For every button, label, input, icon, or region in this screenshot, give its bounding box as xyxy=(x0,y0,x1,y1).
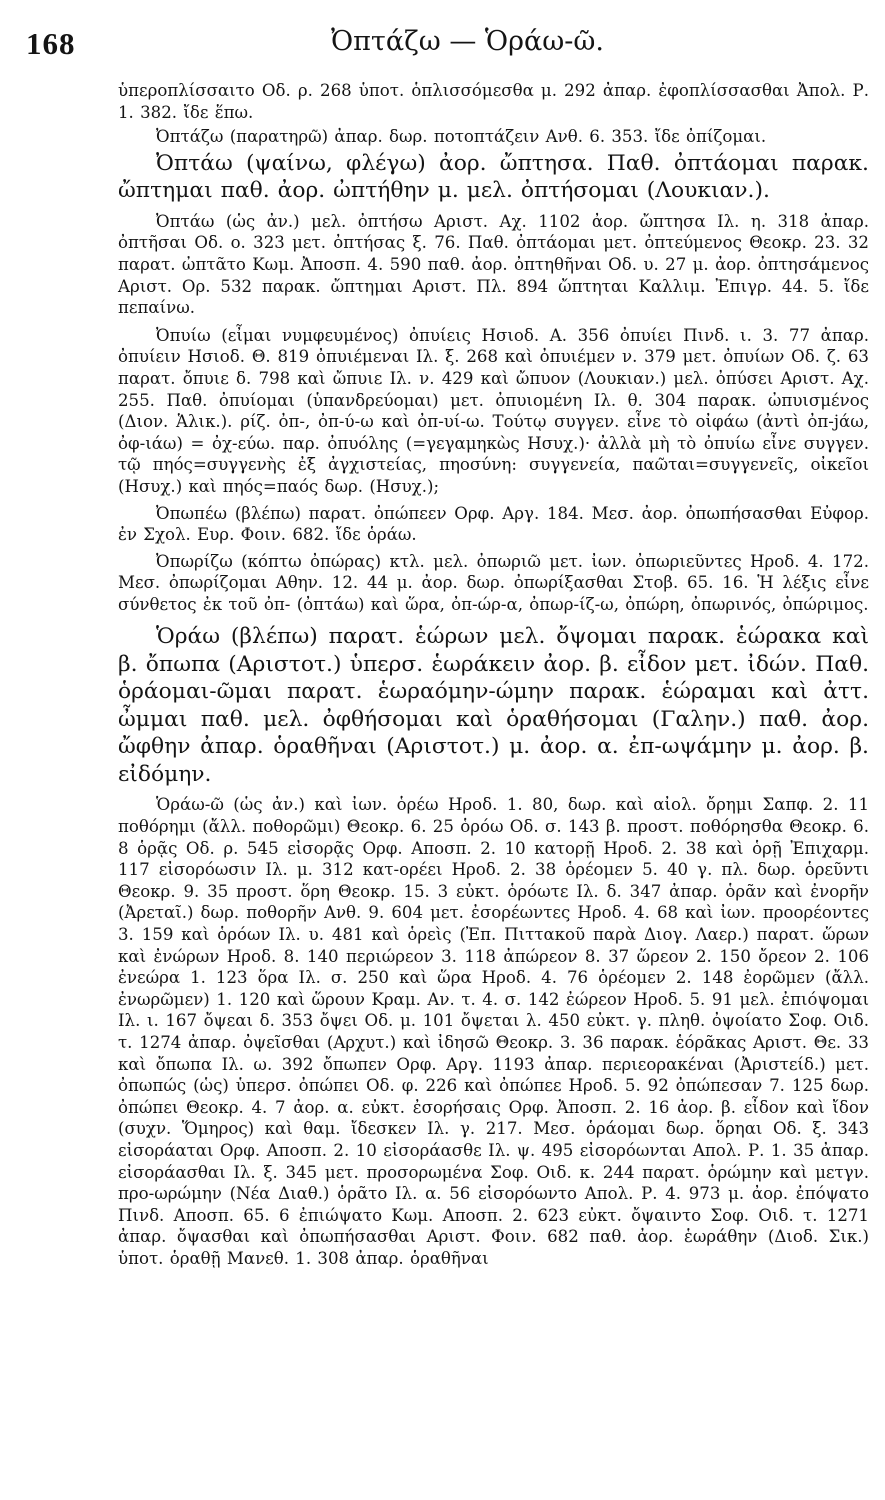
entry-opuio: Ὀπυίω (εἶμαι νυμφευμένος) ὀπυίεις Ησιοδ. Α. 356 ὀπυίει Πινδ. ι. 3. 77 ἀπαρ. ὀπυίειν Ησιοδ. Θ. 819 ὀπυιέμεναι Ιλ. ξ. 268 καὶ ὀπυιέμεν ν. 379 μετ. ὀπυίων Οδ. ζ. 63 παρατ. ὄπυιε δ. 798 καὶ ὤπυιε Ιλ. ν. 429 καὶ ὤπυον (Λουκιαν.) μελ. ὀπύσει Αριστ. Αχ. 255. Παθ. ὀπυίομαι (ὑπανδρεύομαι) μετ. ὀπυιομένη Ιλ. θ. 304 παρακ. ὠπυισμένος (Διον. Ἁλικ.). ρίζ. ὀπ-, ὀπ-ύ-ω καὶ ὀπ-υί-ω. Τούτῳ συγγεν. εἶνε τὸ οἰφάω (ἀντὶ ὀπ-jάω, ὀφ-ιάω) = ὀχ-εύω. παρ. ὀπυόλης (=γεγαμηκὼς Ησυχ.)· ἀλλὰ μὴ τὸ ὀπυίω εἶνε συγγεν. τῷ πηός=συγγενὴς ἐξ ἀγχιστείας, πηοσύνη: συγγενεία, παῶται=συγγενεῖς, οἰκεῖοι (Ησυχ.) καὶ πηός=παός δωρ. (Ησυχ.); xyxy=(118,325,869,496)
entry-optao-headword: Ὀπτάω (ψαίνω, φλέγω) ἀορ. ὤπτησα. Παθ. ὀπτάομαι παρακ. ὤπτημαι παθ. ἀορ. ὠπτήθην μ. μελ. ὀπτήσομαι (Λουκιαν.). xyxy=(118,150,869,204)
page-header xyxy=(26,22,869,66)
entry-optazo: Ὀπτάζω (παρατηρῶ) ἀπαρ. δωρ. ποτοπτάζειν Ανθ. 6. 353. ἴδε ὀπίζομαι. xyxy=(156,127,767,147)
entry-horao-headword: Ὁράω (βλέπω) παρατ. ἑώρων μελ. ὄψομαι παρακ. ἑώρακα καὶ β. ὄπωπα (Αριστοτ.) ὑπερσ. ἑωράκειν ἀορ. β. εἶδον μετ. ἰδών. Παθ. ὁράομαι-ῶμαι παρατ. ἑωραόμην-ώμην παρακ. ἑώραμαι καὶ ἀττ. ὦμμαι παθ. μελ. ὀφθήσομαι καὶ ὁραθήσομαι (Γαλην.) παθ. ἀορ. ὤφθην ἀπαρ. ὁραθῆναι (Αριστοτ.) μ. ἀορ. α. ἐπ-ωψάμην μ. ἀορ. β. εἰδόμην. xyxy=(118,624,869,787)
entry-horao-forms: Ὁράω-ῶ (ὡς ἀν.) καὶ ἰων. ὁρέω Ηροδ. 1. 80, δωρ. καὶ αἰολ. ὄρημι Σαπφ. 2. 11 ποθόρημι (ἄλλ. ποθορῶμι) Θεοκρ. 6. 25 ὁρόω Οδ. σ. 143 β. προστ. ποθόρησθα Θεοκρ. 6. 8 ὁρᾷς Οδ. ρ. 545 εἰσορᾷς Ορφ. Αποσπ. 2. 10 κατορῇ Ηροδ. 2. 38 καὶ ὁρῇ Ἐπιχαρμ. 117 εἰσορόωσιν Ιλ. μ. 312 κατ-ορέει Ηροδ. 2. 38 ὁρέομεν 5. 40 γ. πλ. δωρ. ὁρεῦντι Θεοκρ. 9. 35 προστ. ὅρη Θεοκρ. 15. 3 εὐκτ. ὁρόωτε Ιλ. δ. 347 ἀπαρ. ὁρᾶν καὶ ἐνορῆν (Ἀρεταῖ.) δωρ. ποθορῆν Ανθ. 9. 604 μετ. ἐσορέωντες Ηροδ. 4. 68 καὶ ἰων. προορέοντες 3. 159 καὶ ὁρόων Ιλ. υ. 481 καὶ ὁρεὶς (Ἐπ. Πιττακοῦ παρὰ Διογ. Λαερ.) παρατ. ὥρων καὶ ἐνώρων Ηροδ. 8. 140 περιώρεον 3. 118 ἀπώρεον 8. 37 ὥρεον 2. 150 ὄρεον 2. 106 ἐνεώρα 1. 123 ὅρα Ιλ. σ. 250 καὶ ὥρα Ηροδ. 4. 76 ὁρέομεν 2. 148 ἐορῶμεν (ἄλλ. ἐνωρῶμεν) 1. 120 καὶ ὥρουν Κραμ. Αν. τ. 4. σ. 142 ἐώρεον Ηροδ. 5. 91 μελ. ἐπιόψομαι Ιλ. ι. 167 ὄψεαι δ. 353 ὄψει Οδ. μ. 101 ὄψεται λ. 450 εὐκτ. γ. πληθ. ὀψοίατο Σοφ. Οιδ. τ. 1274 ἀπαρ. ὀψεῖσθαι (Αρχυτ.) καὶ ἰδησῶ Θεοκρ. 3. 36 παρακ. ἑόρᾶκας Αριστ. Θε. 33 καὶ ὄπωπα Ιλ. ω. 392 ὄπωπεν Ορφ. Αργ. 1193 ἀπαρ. περιεορακέναι (Ἀριστείδ.) μετ. ὀπωπώς (ὡς) ὑπερσ. ὀπώπει Οδ. φ. 226 καὶ ὀπώπεε Ηροδ. 5. 92 ὀπώπεσαν 7. 125 δωρ. ὀπώπει Θεοκρ. 4. 7 ἀορ. α. εὐκτ. ἐσορήσαις Ορφ. Ἀποσπ. 2. 16 ἀορ. β. εἶδον καὶ ἴδον (συχν. Ὅμηρος) καὶ θαμ. ἴδεσκεν Ιλ. γ. 217. Μεσ. ὁράομαι δωρ. ὅρηαι Οδ. ξ. 343 εἰσοράαται Ορφ. Αποσπ. 2. 10 εἰσοράασθε Ιλ. ψ. 495 εἰσορόωνται Απολ. Ρ. 1. 35 ἀπαρ. εἰσοράασθαι Ιλ. ξ. 345 μετ. προσορωμένα Σοφ. Οιδ. κ. 244 παρατ. ὁρώμην καὶ μετγν. προ-ωρώμην (Νέα Διαθ.) ὁρᾶτο Ιλ. α. 56 εἰσορόωντο Απολ. Ρ. 4. 973 μ. ἀορ. ἐπόψατο Πινδ. Αποσπ. 65. 6 ἐπιώψατο Κωμ. Αποσπ. 2. 623 εὐκτ. ὄψαιντο Σοφ. Οιδ. τ. 1271 ἀπαρ. ὄψασθαι καὶ ὀπωπήσασθαι Αριστ. Φοιν. 682 παθ. ἀορ. ἑωράθην (Διοδ. Σικ.) ὑποτ. ὁραθῇ Μανεθ. 1. 308 ἀπαρ. ὁραθῆναι xyxy=(118,795,869,1268)
entry-optao-forms: Ὀπτάω (ὡς ἀν.) μελ. ὀπτήσω Αριστ. Αχ. 1102 ἀορ. ὤπτησα Ιλ. η. 318 ἀπαρ. ὀπτῆσαι Οδ. ο. 323 μετ. ὀπτήσας ξ. 76. Παθ. ὀπτάομαι μετ. ὀπτεύμενος Θεοκρ. 23. 32 παρατ. ὠπτᾶτο Κωμ. Ἀποσπ. 4. 590 παθ. ἀορ. ὀπτηθῆναι Οδ. υ. 27 μ. ἀορ. ὀπτησάμενος Αριστ. Ορ. 532 παρακ. ὤπτημαι Αριστ. Πλ. 894 ὤπτηται Καλλιμ. Ἐπιγρ. 44. 5. ἴδε πεπαίνω. xyxy=(118,211,869,318)
entry-continuation: ὑπεροπλίσσαιτο Οδ. ρ. 268 ὑποτ. ὁπλισσόμεσθα μ. 292 ἀπαρ. ἐφοπλίσσασθαι Ἀπολ. Ρ. 1. 382. ἴδε ἕπω. xyxy=(118,81,869,122)
entry-oporizo: Ὀπωρίζω (κόπτω ὀπώρας) κτλ. μελ. ὀπωριῶ μετ. ἰων. ὀπωριεῦντες Ηροδ. 4. 172. Μεσ. ὀπωρίζομαι Αθην. 12. 44 μ. ἀορ. δωρ. ὀπωρίξασθαι Στοβ. 65. 16. Ἡ λέξις εἶνε σύνθετος ἐκ τοῦ ὀπ- (ὀπτάω) καὶ ὥρα, ὀπ-ώρ-α, ὀπωρ-ίζ-ω, ὀπώρη, ὀπωρινός, ὀπώριμος. xyxy=(118,551,869,614)
running-head: Ὀπτάζω — Ὁράω-ῶ. xyxy=(331,26,604,57)
entry-opopeo: Ὀπωπέω (βλέπω) παρατ. ὀπώπεεν Ορφ. Αργ. 184. Μεσ. ἀορ. ὀπωπήσασθαι Εὐφορ. ἐν Σχολ. Ευρ. Φοιν. 682. ἴδε ὁράω. xyxy=(118,503,869,545)
page-number: 168 xyxy=(26,26,76,61)
dictionary-body xyxy=(118,80,869,1270)
